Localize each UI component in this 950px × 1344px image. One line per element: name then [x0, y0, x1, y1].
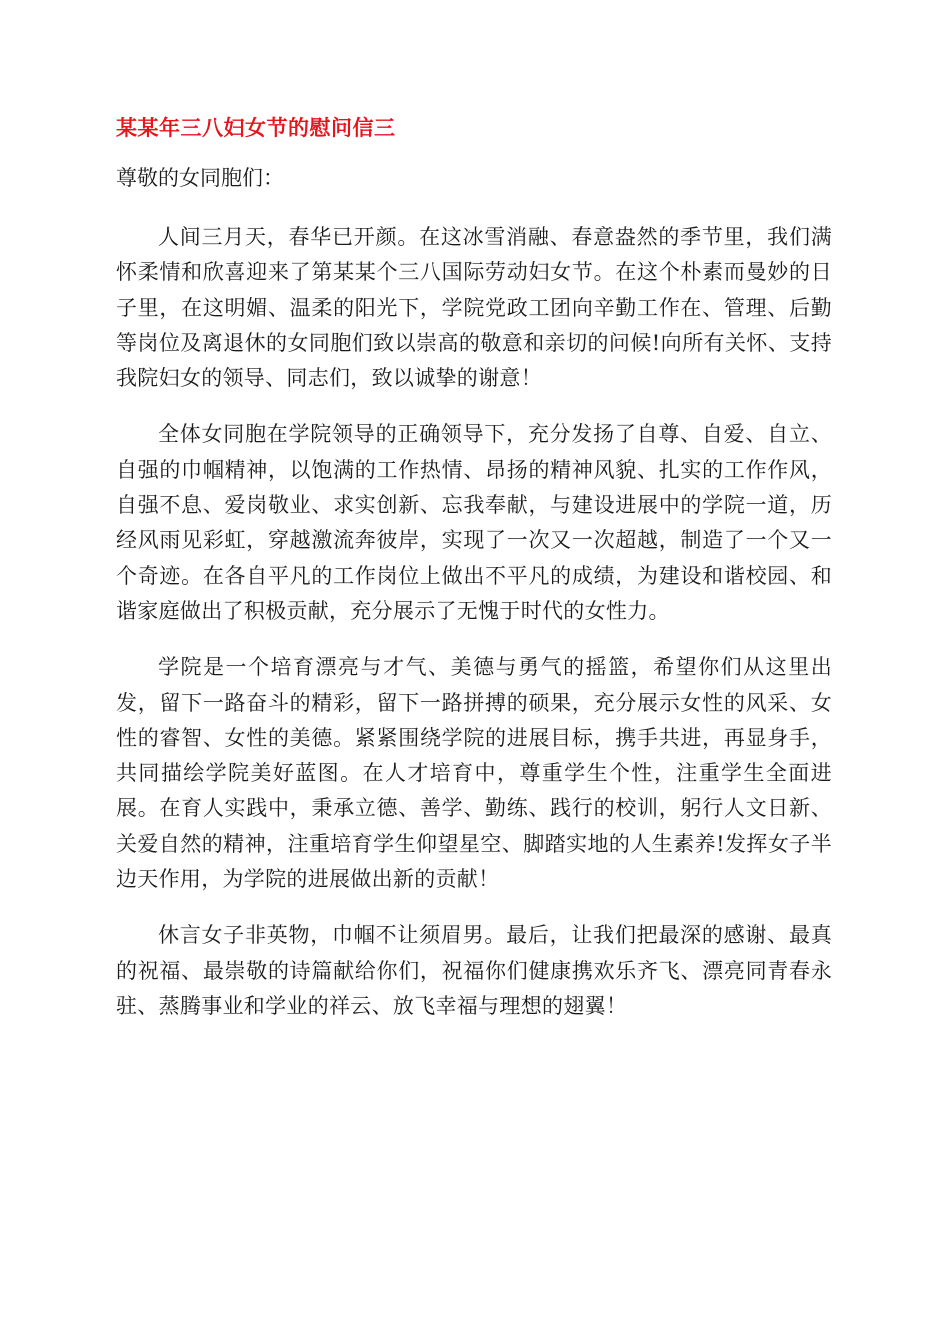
- salutation: 尊敬的女同胞们：: [116, 166, 284, 190]
- document-title: 某某年三八妇女节的慰问信三: [116, 116, 396, 140]
- paragraph: 全体女同胞在学院领导的正确领导下，充分发扬了自尊、自爱、自立、自强的巾帼精神，以饱满的工作热情、昂扬的精神风貌、扎实的工作作风，自强不息、爱岗敬业、求实创新、忘我奉献，与建设进展中的学院一道，历经风雨见彩虹，穿越激流奔彼岸，实现了一次又一次超越，制造了一个又一个奇迹。在各自平凡的工作岗位上做出不平凡的成绩，为建设和谐校园、和谐家庭做出了积极贡献，充分展示了无愧于时代的女性力。: [116, 422, 832, 623]
- paragraph: 休言女子非英物，巾帼不让须眉男。最后，让我们把最深的感谢、最真的祝福、最崇敬的诗篇献给你们，祝福你们健康携欢乐齐飞、漂亮同青春永驻、蒸腾事业和学业的祥云、放飞幸福与理想的翅翼！: [116, 923, 832, 1018]
- document-page: [116, 112, 832, 1045]
- paragraph: 人间三月天，春华已开颜。在这冰雪消融、春意盎然的季节里，我们满怀柔情和欣喜迎来了第某某个三八国际劳动妇女节。在这个朴素而曼妙的日子里，在这明媚、温柔的阳光下，学院党政工团向辛勤工作在、管理、后勤等岗位及离退休的女同胞们致以崇高的敬意和亲切的问候!向所有关怀、支持我院妇女的领导、同志们，致以诚挚的谢意！: [116, 225, 832, 391]
- paragraph: 学院是一个培育漂亮与才气、美德与勇气的摇篮，希望你们从这里出发，留下一路奋斗的精彩，留下一路拼搏的硕果，充分展示女性的风采、女性的睿智、女性的美德。紧紧围绕学院的进展目标，携手共进，再显身手，共同描绘学院美好蓝图。在人才培育中，尊重学生个性，注重学生全面进展。在育人实践中，秉承立德、善学、勤练、践行的校训，躬行人文日新、关爱自然的精神，注重培育学生仰望星空、脚踏实地的人生素养!发挥女子半边天作用，为学院的进展做出新的贡献！: [116, 655, 832, 892]
